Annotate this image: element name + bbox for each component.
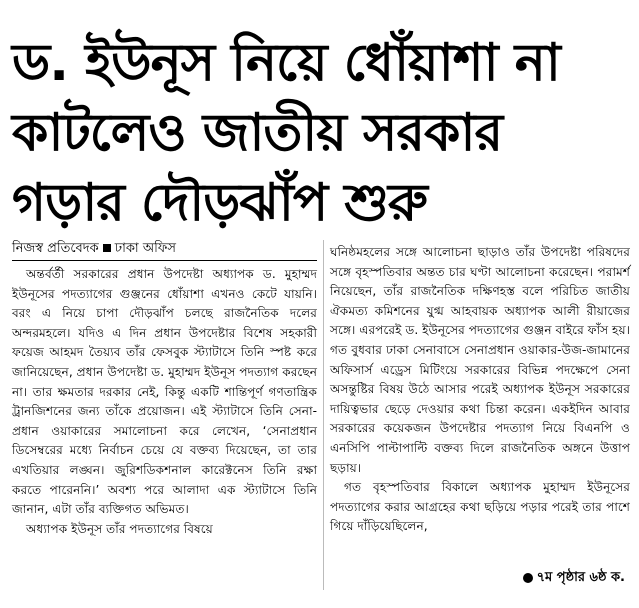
bullet-dot-icon [523,573,533,583]
article-column-left [12,265,317,539]
byline-reporter: নিজস্ব প্রতিবেদক [12,241,99,256]
article-column-right [330,243,630,537]
article-paragraph: অধ্যাপক ইউনূস তাঁর পদত্যাগের বিষয়ে [26,521,213,536]
byline-divider [12,260,317,261]
byline [12,240,317,258]
article-paragraph: ঘনিষ্ঠমহলের সঙ্গে আলোচনা ছাড়াও তাঁর উপদেষ্টা পরিষদের সঙ্গে বৃহস্পতিবার অন্তত চার ঘণ্টা আলোচনা করেছেন। পরামর্শ নিয়েছেন, তাঁর রাজনৈতিক দক্ষিণহস্ত বলে পরিচিত জাতীয় ঐকমত্য কমিশনের যুগ্ম আহবায়ক অধ্যাপক আলী রীয়াজের সঙ্গে। এরপরেই ড. ইউনূসের পদত্যাগের গুঞ্জন বাইরে ফাঁস হয়। গত বুধবার ঢাকা সেনাবাসে সেনাপ্রধান ওয়াকার-উজ-জামানের অফিসার্স এড্রেস মিটিংয়ে সরকারের বিভিন্ন পদক্ষেপে সেনা অসন্তুষ্টির বিষয় উঠে আসার পরেই অধ্যাপক ইউনূস সরকারের দায়িত্বভার ছেড়ে দেওয়ার কথা চিন্তা করেন। একইদিন আবার সরকারের কয়েকজন উপদেষ্টার পদত্যাগ নিয়ে বিএনপি ও এনসিপি পাল্টাপাল্টি বক্তব্য দিলে রাজনৈতিক অঙ্গনে উত্তাপ ছড়ায়। [330,245,630,475]
byline-office: ঢাকা অফিস [114,241,176,256]
article-paragraph: অন্তর্বর্তী সরকারের প্রধান উপদেষ্টা অধ্যাপক ড. মুহাম্মদ ইউনূসের পদত্যাগের গুঞ্জনের ধোঁয়াশা এখনও কেটে যায়নি। বরং এ নিয়ে চাপা দৌড়ঝাঁপ চলছে রাজনৈতিক দলের অন্দরমহলে। যদিও এ দিন প্রধান উপদেষ্টার বিশেষ সহকারী ফয়েজ আহমদ তৈয়্যব তাঁর ফেসবুক স্ট্যাটাসে তিনি স্পষ্ট করে জানিয়েছেন, প্রধান উপদেষ্টা ড. মুহাম্মদ ইউনূস পদত্যাগ করছেন না। তার ক্ষমতার দরকার নেই, কিন্তু একটি শান্তিপূর্ণ গণতান্ত্রিক ট্রানজিশনের জন্য তাঁকে প্রয়োজন। এই স্ট্যাটাসে তিনি সেনা-প্রধান ওয়াকারের সমালোচনা করে লেখেন, ‘সেনাপ্রধান ডিসেম্বরের মধ্যে নির্বাচন চেয়ে যে বক্তব্য দিয়েছেন, তা তার এখতিয়ার লঙ্ঘন। জুরিশডিকশনাল কারেক্টনেস তিনি রক্ষা করতে পারেননি।’ অবশ্য পরে আলাদা এক স্ট্যাটাসে তিনি জানান, এটা তাঁর ব্যক্তিগত অভিমত। [12,267,317,517]
article-paragraph: গত বৃহস্পতিবার বিকালে অধ্যাপক মুহাম্মদ ইউনূসের পদত্যাগের করার আগ্রহের কথা ছড়িয়ে পড়ার পরেই তার পাশে গিয়ে দাঁড়িয়েছিলেন, [330,480,630,534]
continuation-text: ৭ম পৃষ্ঠার ৬ষ্ঠ ক. [536,570,625,585]
headline [12,28,632,238]
headline-line-1: ড. ইউনূস নিয়ে ধোঁয়াশা না [12,33,560,93]
headline-line-3: গড়ার দৌড়ঝাঁপ শুরু [12,173,427,233]
continuation-note [523,568,625,589]
square-bullet-icon [103,244,111,252]
column-divider [323,240,324,590]
headline-line-2: কাটলেও জাতীয় সরকার [12,103,503,163]
